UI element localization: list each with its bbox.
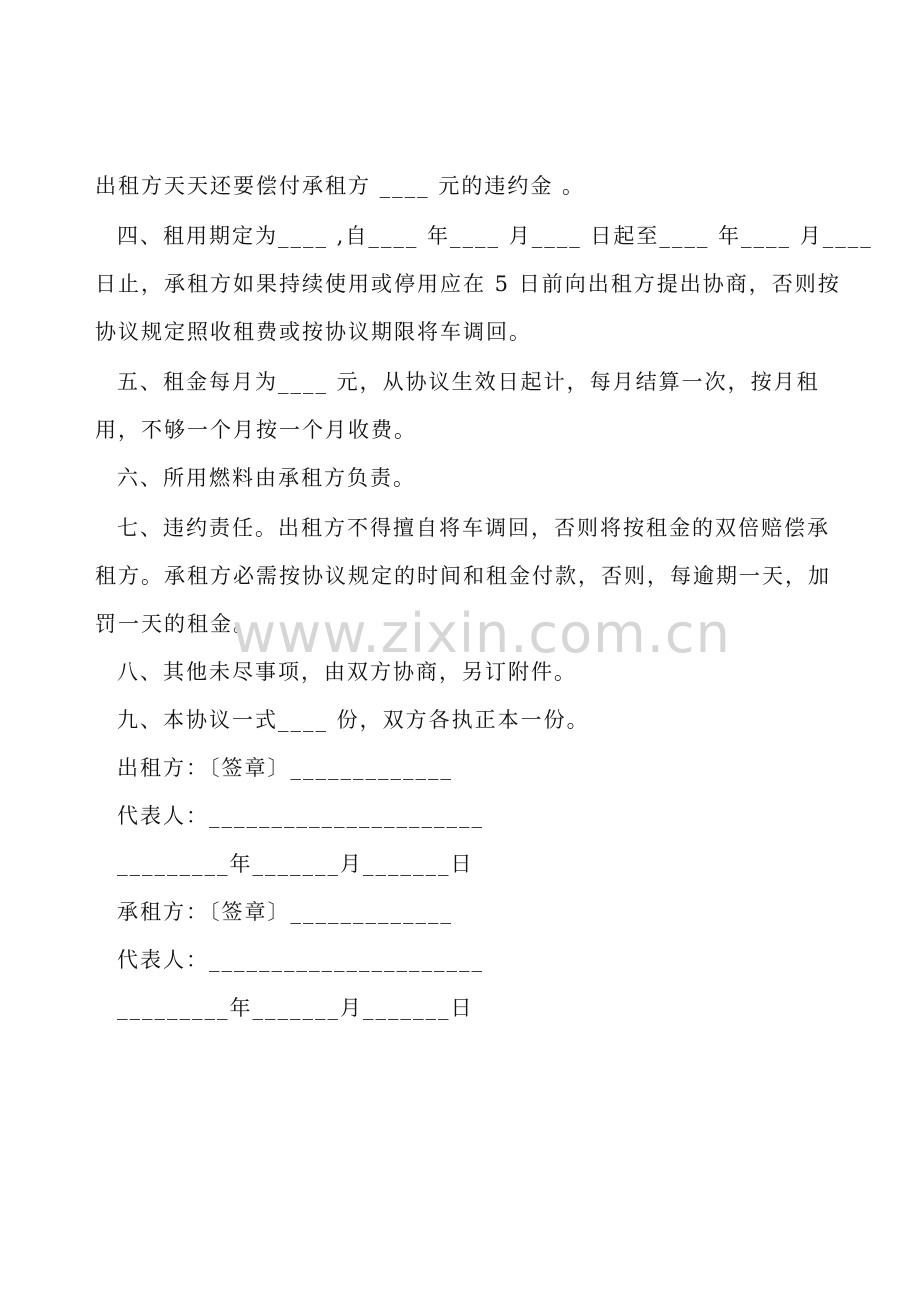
lessee-date-line: _________年_______月_______日 [117,996,474,1020]
lessee-signature-line: 承租方：〔签章〕_____________ [117,900,453,924]
text-line: 出租方天天还要偿付承租方 ____ 元的违约金 。 [95,174,586,198]
lessor-date-line: _________年_______月_______日 [117,852,474,876]
lessor-representative-line: 代表人：______________________ [117,804,484,828]
text-line: 四、租用期定为____ ,自____ 年____ 月____ 日起至____ 年____ 月____ [117,224,873,248]
text-line: 协议规定照收租费或按协议期限将车调回。 [95,320,532,344]
text-line: 罚一天的租金。 [95,612,256,636]
watermark-text: www.zixin.com.cn [232,602,731,665]
text-line: 租方。承租方必需按协议规定的时间和租金付款，否则，每逾期一天，加 [95,564,831,588]
text-line: 日止，承租方如果持续使用或停用应在 5 日前向出租方提出协商，否则按 [95,272,841,296]
text-line: 九、本协议一式____ 份，双方各执正本一份。 [117,708,590,732]
text-line: 用，不够一个月按一个月收费。 [95,418,417,442]
text-line: 五、租金每月为____ 元，从协议生效日起计，每月结算一次，按月租 [117,370,820,394]
lessor-signature-line: 出租方：〔签章〕_____________ [117,756,453,780]
text-line: 七、违约责任。出租方不得擅自将车调回，否则将按租金的双倍赔偿承 [117,516,830,540]
text-line: 六、所用燃料由承租方负责。 [117,466,416,490]
text-line: 八、其他未尽事项，由双方协商，另订附件。 [117,660,577,684]
lessee-representative-line: 代表人：______________________ [117,948,484,972]
